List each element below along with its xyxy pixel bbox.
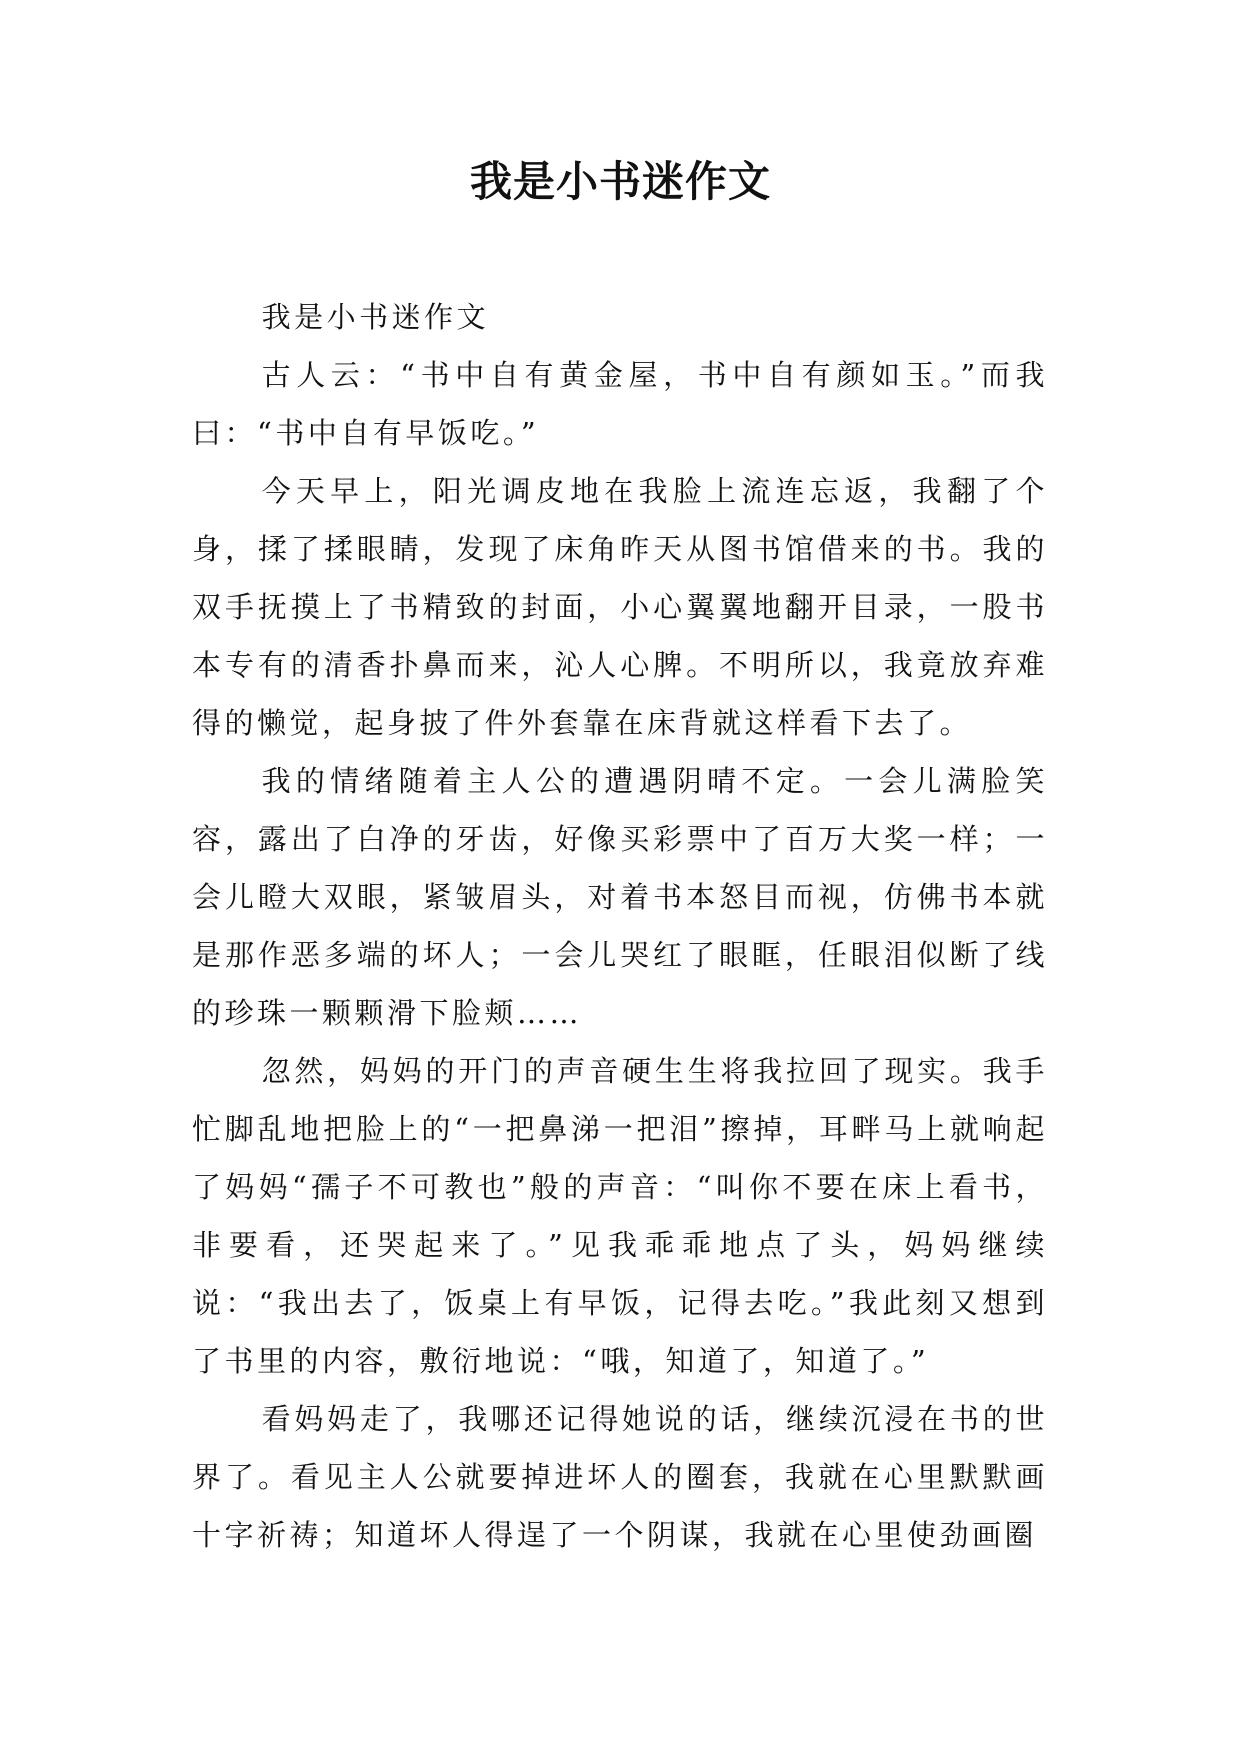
document-title: 我是小书迷作文 [469, 157, 771, 206]
paragraph-subtitle: 我是小书迷作文 [261, 300, 490, 334]
paragraph: 我的情绪随着主人公的遭遇阴晴不定。一会儿满脸笑容，露出了白净的牙齿，好像买彩票中了百万大奖一样；一会儿瞪大双眼，紧皱眉头，对着书本怒目而视，仿佛书本就是那作恶多端的坏人；一会儿哭红了眼眶，任眼泪似断了线的珍珠一颗颗滑下脸颊…… [192, 764, 1048, 1030]
paragraph: 看妈妈走了，我哪还记得她说的话，继续沉浸在书的世界了。看见主人公就要掉进坏人的圈套，我就在心里默默画十字祈祷；知道坏人得逞了一个阴谋，我就在心里使劲画圈 [192, 1402, 1048, 1552]
document-body [192, 288, 1048, 1564]
paragraph: 忽然，妈妈的开门的声音硬生生将我拉回了现实。我手忙脚乱地把脸上的“一把鼻涕一把泪”擦掉，耳畔马上就响起了妈妈“孺子不可教也”般的声音：“叫你不要在床上看书，非要看，还哭起来了。”见我乖乖地点了头，妈妈继续说：“我出去了，饭桌上有早饭，记得去吃。”我此刻又想到了书里的内容，敷衍地说：“哦，知道了，知道了。” [192, 1054, 1048, 1378]
paragraph: 今天早上，阳光调皮地在我脸上流连忘返，我翻了个身，揉了揉眼睛，发现了床角昨天从图书馆借来的书。我的双手抚摸上了书精致的封面，小心翼翼地翻开目录，一股书本专有的清香扑鼻而来，沁人心脾。不明所以，我竟放弃难得的懒觉，起身披了件外套靠在床背就这样看下去了。 [192, 474, 1048, 740]
paragraph: 古人云：“书中自有黄金屋，书中自有颜如玉。”而我曰：“书中自有早饭吃。” [192, 358, 1048, 450]
